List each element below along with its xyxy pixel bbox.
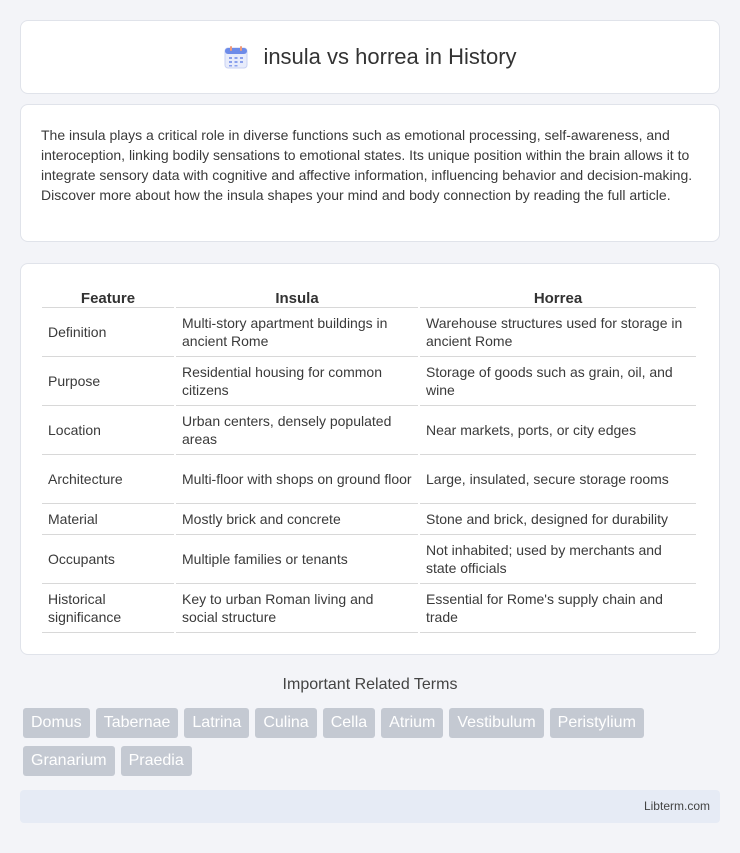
cell-horrea: Warehouse structures used for storage in ancient Rome [420,308,696,357]
table-row [42,504,696,535]
cell-feature: Occupants [42,535,174,584]
table-row [42,308,696,357]
related-terms-list [23,708,723,776]
table-row [42,584,696,633]
related-term-tag[interactable]: Praedia [121,746,192,776]
description-text: The insula plays a critical role in diverse functions such as emotional processing, self-awareness, and interoception, linking bodily sensations to emotional states. Its unique position within the brain allows it to integrate sensory data with cognitive and affective information, influencing behavior and decision-making. Discover more about how the insula shapes your mind and body connection by reading the full article. [41,127,693,203]
table-header-row [42,284,696,308]
related-term-tag[interactable]: Culina [255,708,316,738]
cell-feature: Purpose [42,357,174,406]
comparison-table [40,284,698,633]
page-title: insula vs horrea in History [263,44,517,69]
related-term-tag[interactable]: Atrium [381,708,443,738]
cell-insula: Urban centers, densely populated areas [176,406,418,455]
header-horrea: Horrea [420,284,696,308]
cell-insula: Key to urban Roman living and social structure [176,584,418,633]
related-terms-title: Important Related Terms [282,676,458,693]
table-row [42,406,696,455]
table-row [42,455,696,504]
description-card [20,104,720,242]
related-term-tag[interactable]: Vestibulum [449,708,543,738]
cell-insula: Multi-story apartment buildings in ancient Rome [176,308,418,357]
cell-horrea: Large, insulated, secure storage rooms [420,455,696,504]
related-term-tag[interactable]: Tabernae [96,708,179,738]
cell-insula: Residential housing for common citizens [176,357,418,406]
cell-horrea: Stone and brick, designed for durability [420,504,696,535]
header-feature: Feature [42,284,174,308]
cell-horrea: Near markets, ports, or city edges [420,406,696,455]
cell-feature: Location [42,406,174,455]
comparison-table-card [20,263,720,655]
related-term-tag[interactable]: Latrina [184,708,249,738]
header-insula: Insula [176,284,418,308]
title-card [20,20,720,94]
cell-horrea: Storage of goods such as grain, oil, and wine [420,357,696,406]
footer [20,790,720,823]
cell-horrea: Not inhabited; used by merchants and state officials [420,535,696,584]
cell-insula: Multiple families or tenants [176,535,418,584]
footer-site-link[interactable]: Libterm.com [643,799,710,813]
cell-feature: Definition [42,308,174,357]
calendar-icon [223,44,249,70]
related-term-tag[interactable]: Cella [323,708,375,738]
cell-horrea: Essential for Rome's supply chain and trade [420,584,696,633]
cell-insula: Mostly brick and concrete [176,504,418,535]
table-row [42,357,696,406]
cell-feature: Historical significance [42,584,174,633]
cell-insula: Multi-floor with shops on ground floor [176,455,418,504]
related-term-tag[interactable]: Granarium [23,746,115,776]
cell-feature: Architecture [42,455,174,504]
table-row [42,535,696,584]
cell-feature: Material [42,504,174,535]
related-term-tag[interactable]: Peristylium [550,708,644,738]
related-term-tag[interactable]: Domus [23,708,90,738]
